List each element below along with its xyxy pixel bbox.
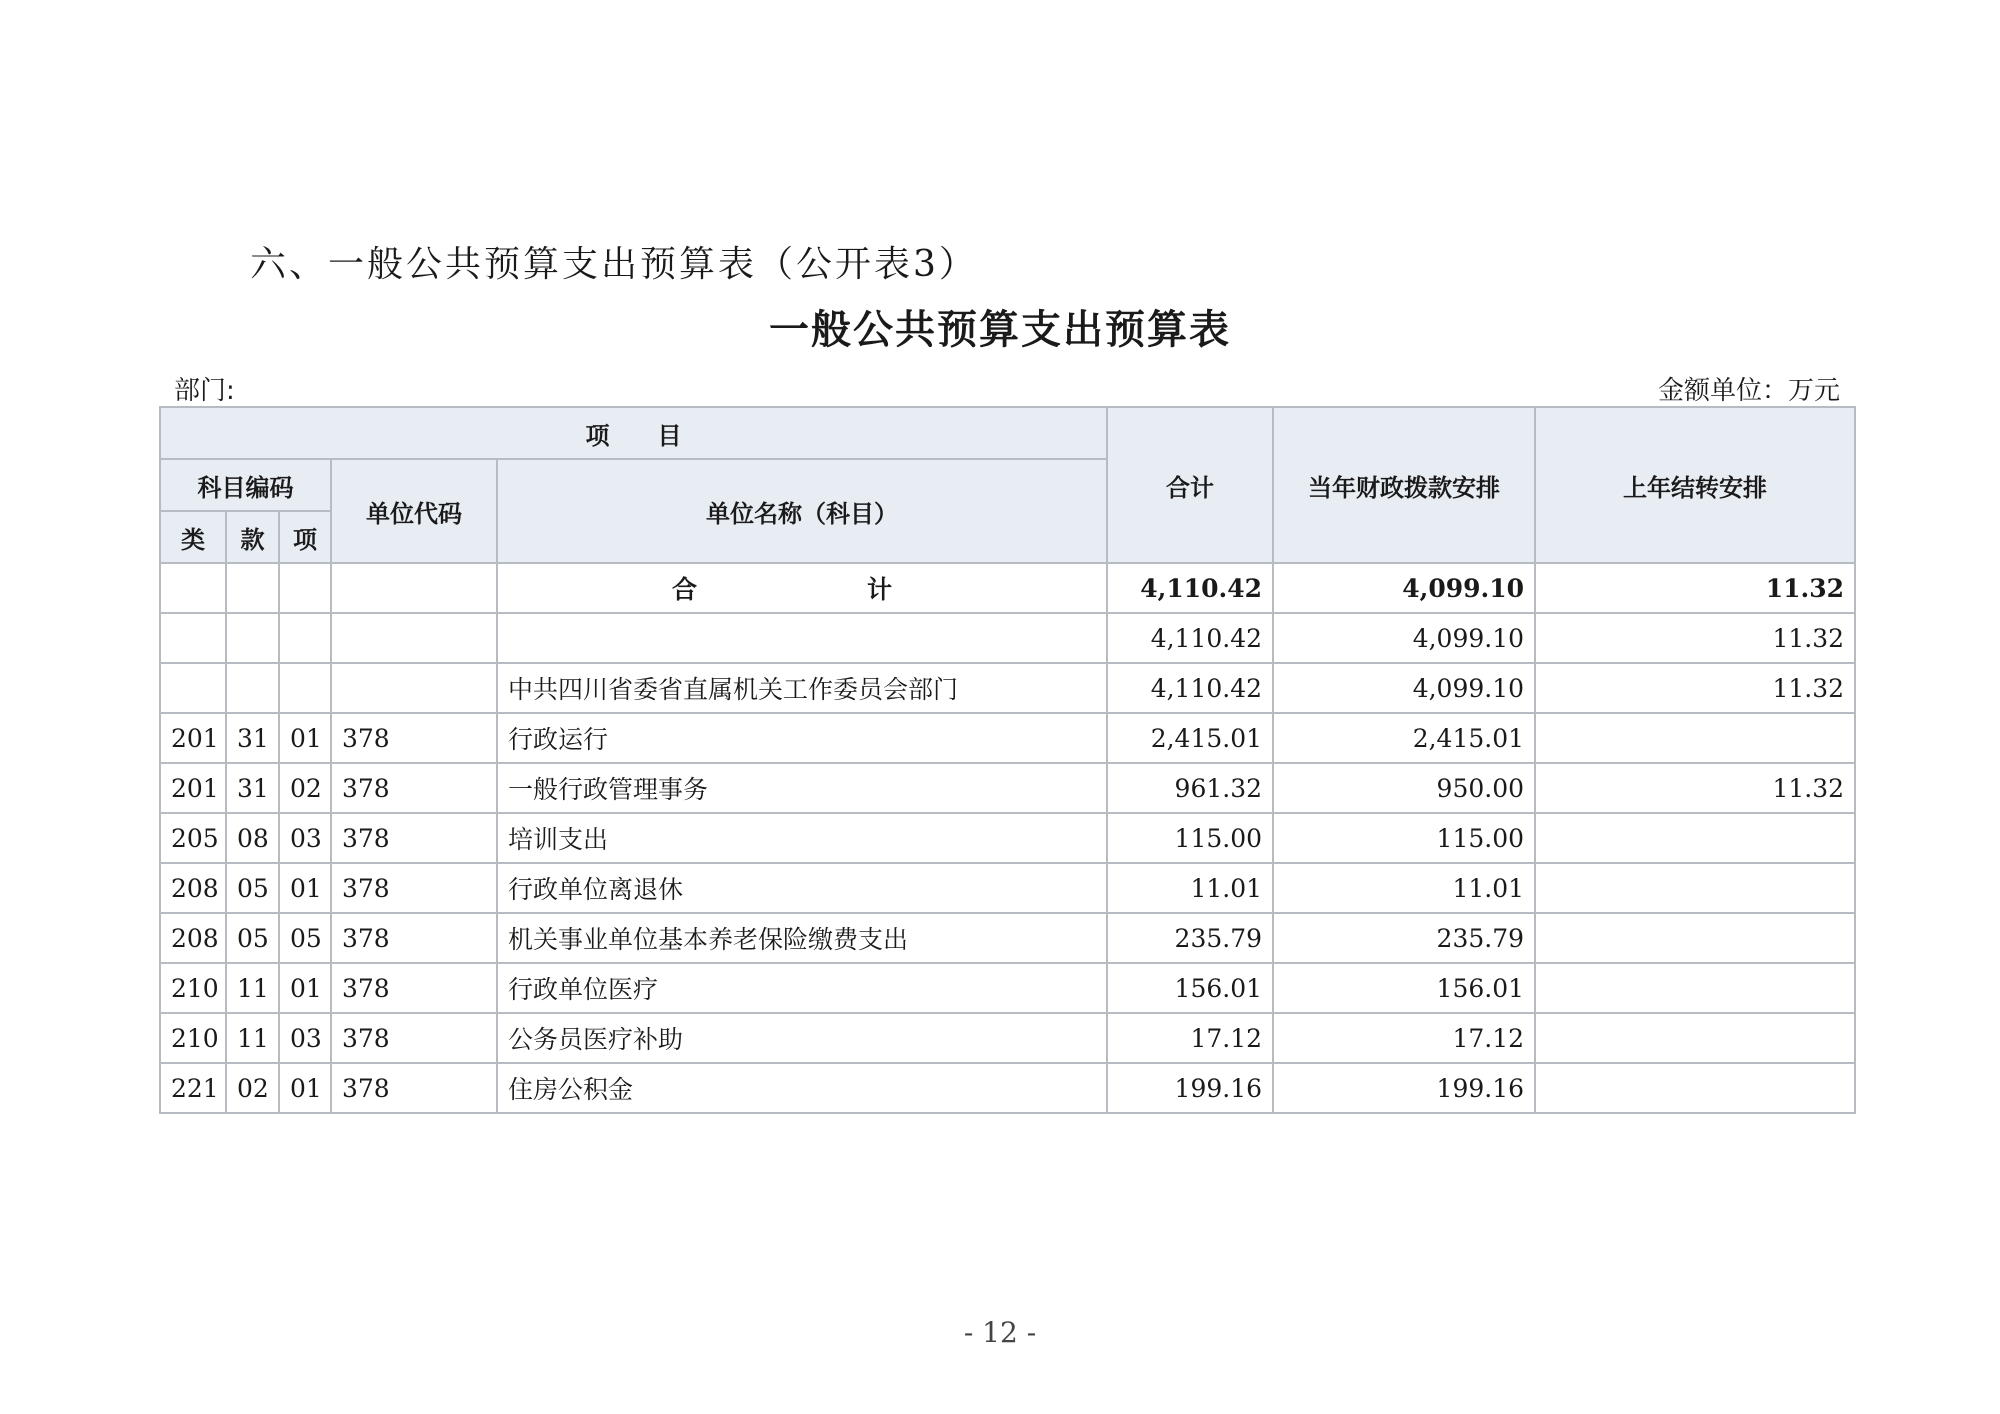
cell-current-year: 115.00 <box>1273 813 1535 863</box>
cell-total: 115.00 <box>1107 813 1273 863</box>
cell-item: 02 <box>279 763 331 813</box>
cell-prior-year <box>1535 813 1855 863</box>
header-unit-code: 单位代码 <box>331 459 497 563</box>
total-label: 合 计 <box>497 563 1107 613</box>
header-unit-name: 单位名称（科目） <box>497 459 1107 563</box>
cell-unit-code: 378 <box>331 713 497 763</box>
cell-item <box>279 663 331 713</box>
cell-item: 03 <box>279 813 331 863</box>
total-amount: 4,110.42 <box>1107 563 1273 613</box>
cell-total: 4,110.42 <box>1107 613 1273 663</box>
cell-prior-year <box>1535 713 1855 763</box>
cell-category: 221 <box>160 1063 226 1113</box>
cell-category <box>160 613 226 663</box>
header-subject-code: 科目编码 <box>160 459 331 511</box>
cell-unit-name: 行政运行 <box>497 713 1107 763</box>
table-row <box>160 1063 1855 1113</box>
cell-prior-year <box>1535 1013 1855 1063</box>
cell-category: 208 <box>160 863 226 913</box>
cell-unit-code <box>331 563 497 613</box>
table-row <box>160 763 1855 813</box>
cell-unit-name: 一般行政管理事务 <box>497 763 1107 813</box>
department-label: 部门: <box>174 376 235 406</box>
cell-prior-year <box>1535 1063 1855 1113</box>
cell-section <box>226 563 279 613</box>
table-row <box>160 1013 1855 1063</box>
cell-item: 01 <box>279 713 331 763</box>
cell-category: 208 <box>160 913 226 963</box>
cell-category: 205 <box>160 813 226 863</box>
cell-total: 4,110.42 <box>1107 663 1273 713</box>
table-row <box>160 913 1855 963</box>
header-current-year: 当年财政拨款安排 <box>1273 407 1535 563</box>
cell-current-year: 2,415.01 <box>1273 713 1535 763</box>
cell-item: 03 <box>279 1013 331 1063</box>
header-section: 款 <box>226 511 279 563</box>
cell-current-year: 4,099.10 <box>1273 663 1535 713</box>
cell-category: 210 <box>160 963 226 1013</box>
table-row <box>160 863 1855 913</box>
cell-unit-name: 培训支出 <box>497 813 1107 863</box>
cell-item: 01 <box>279 1063 331 1113</box>
cell-prior-year: 11.32 <box>1535 663 1855 713</box>
header-project: 项 目 <box>160 407 1107 459</box>
cell-unit-code: 378 <box>331 863 497 913</box>
cell-unit-code: 378 <box>331 813 497 863</box>
cell-item: 01 <box>279 863 331 913</box>
cell-section: 31 <box>226 713 279 763</box>
total-row <box>160 563 1855 613</box>
cell-total: 235.79 <box>1107 913 1273 963</box>
cell-section: 08 <box>226 813 279 863</box>
cell-unit-code: 378 <box>331 963 497 1013</box>
table-row <box>160 813 1855 863</box>
cell-item: 01 <box>279 963 331 1013</box>
cell-unit-name: 行政单位离退休 <box>497 863 1107 913</box>
table-row <box>160 613 1855 663</box>
header-total: 合计 <box>1107 407 1273 563</box>
cell-unit-name: 住房公积金 <box>497 1063 1107 1113</box>
cell-current-year: 156.01 <box>1273 963 1535 1013</box>
cell-section: 11 <box>226 963 279 1013</box>
cell-unit-name: 公务员医疗补助 <box>497 1013 1107 1063</box>
header-item: 项 <box>279 511 331 563</box>
table-body <box>160 563 1855 1113</box>
table-row <box>160 663 1855 713</box>
cell-unit-name: 中共四川省委省直属机关工作委员会部门 <box>497 663 1107 713</box>
cell-prior-year: 11.32 <box>1535 613 1855 663</box>
cell-prior-year <box>1535 913 1855 963</box>
cell-category: 210 <box>160 1013 226 1063</box>
cell-unit-name <box>497 613 1107 663</box>
cell-unit-code: 378 <box>331 1013 497 1063</box>
budget-table <box>159 406 1856 1114</box>
cell-total: 199.16 <box>1107 1063 1273 1113</box>
cell-unit-code: 378 <box>331 913 497 963</box>
cell-category: 201 <box>160 713 226 763</box>
cell-unit-code: 378 <box>331 763 497 813</box>
cell-unit-code: 378 <box>331 1063 497 1113</box>
section-heading: 六、一般公共预算支出预算表（公开表3） <box>250 244 978 285</box>
cell-unit-name: 行政单位医疗 <box>497 963 1107 1013</box>
table-title: 一般公共预算支出预算表 <box>769 306 1231 353</box>
cell-category <box>160 563 226 613</box>
cell-current-year: 17.12 <box>1273 1013 1535 1063</box>
cell-prior-year: 11.32 <box>1535 763 1855 813</box>
cell-category <box>160 663 226 713</box>
page-number: - 12 - <box>963 1316 1037 1349</box>
table-row <box>160 963 1855 1013</box>
cell-item <box>279 563 331 613</box>
cell-prior-year <box>1535 863 1855 913</box>
cell-current-year: 4,099.10 <box>1273 613 1535 663</box>
cell-section: 02 <box>226 1063 279 1113</box>
header-prior-year: 上年结转安排 <box>1535 407 1855 563</box>
cell-section <box>226 663 279 713</box>
cell-section: 11 <box>226 1013 279 1063</box>
cell-current-year: 11.01 <box>1273 863 1535 913</box>
cell-current-year: 199.16 <box>1273 1063 1535 1113</box>
total-current-year: 4,099.10 <box>1273 563 1535 613</box>
cell-section: 31 <box>226 763 279 813</box>
cell-current-year: 950.00 <box>1273 763 1535 813</box>
header-category: 类 <box>160 511 226 563</box>
cell-unit-name: 机关事业单位基本养老保险缴费支出 <box>497 913 1107 963</box>
cell-section <box>226 613 279 663</box>
cell-current-year: 235.79 <box>1273 913 1535 963</box>
cell-total: 2,415.01 <box>1107 713 1273 763</box>
cell-item: 05 <box>279 913 331 963</box>
cell-section: 05 <box>226 863 279 913</box>
cell-category: 201 <box>160 763 226 813</box>
cell-total: 961.32 <box>1107 763 1273 813</box>
cell-unit-code <box>331 613 497 663</box>
table-row <box>160 713 1855 763</box>
cell-total: 156.01 <box>1107 963 1273 1013</box>
cell-total: 17.12 <box>1107 1013 1273 1063</box>
cell-total: 11.01 <box>1107 863 1273 913</box>
total-prior-year: 11.32 <box>1535 563 1855 613</box>
cell-section: 05 <box>226 913 279 963</box>
amount-unit-label: 金额单位：万元 <box>1657 376 1840 406</box>
cell-prior-year <box>1535 963 1855 1013</box>
cell-item <box>279 613 331 663</box>
cell-unit-code <box>331 663 497 713</box>
